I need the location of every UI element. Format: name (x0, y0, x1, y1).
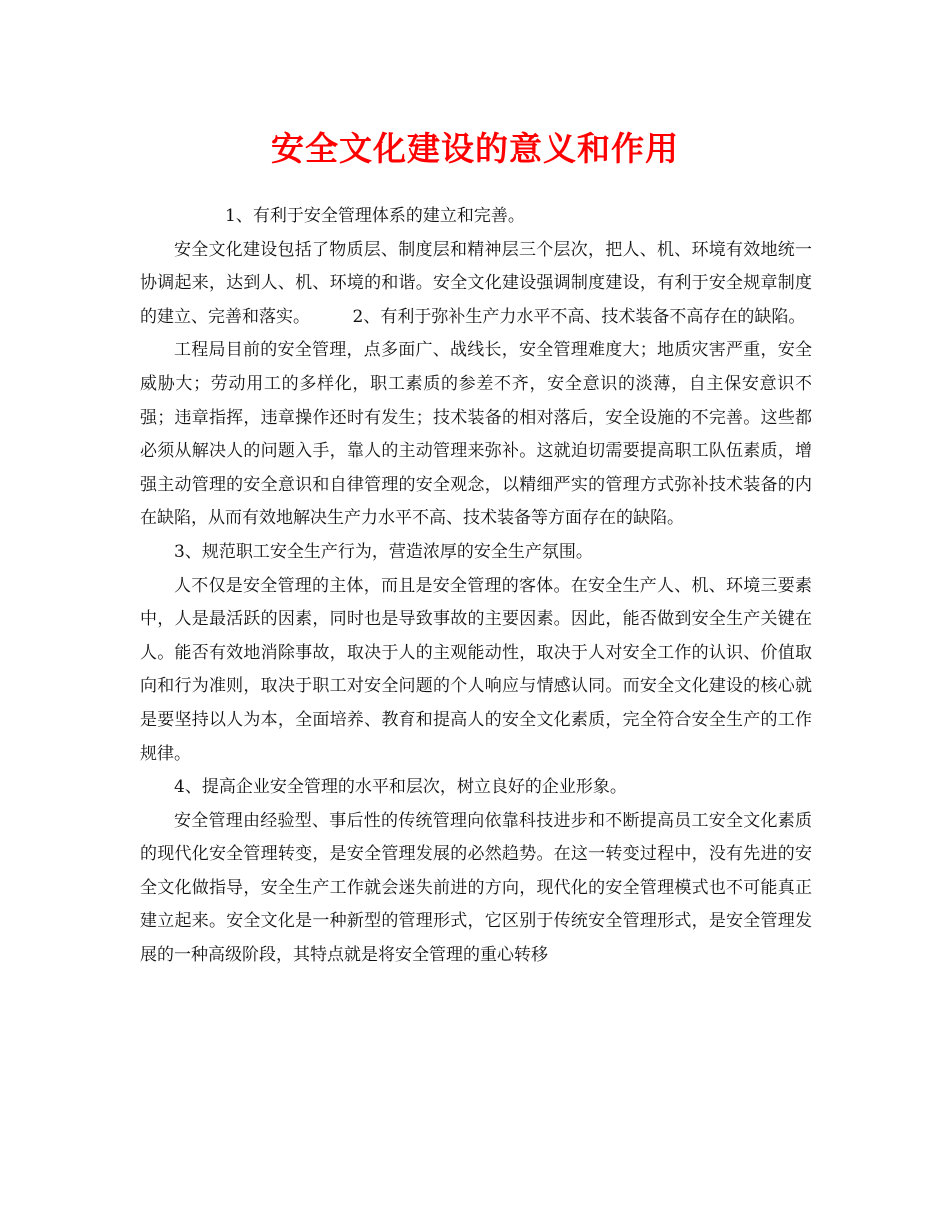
document-title: 安全文化建设的意义和作用 (271, 129, 679, 168)
paragraph: 工程局目前的安全管理，点多面广、战线长，安全管理难度大；地质灾害严重，安全威胁大；劳动用工的多样化，职工素质的参差不齐，安全意识的淡薄，自主保安意识不强；违章指挥，违章操作还时有发生；技术装备的相对落后，安全设施的不完善。这些都必须从解决人的问题入手，靠人的主动管理来弥补。这就迫切需要提高职工队伍素质，增强主动管理的安全意识和自律管理的安全观念，以精细严实的管理方式弥补技术装备的内在缺陷，从而有效地解决生产力水平不高、技术装备等方面存在的缺陷。 (140, 340, 812, 529)
paragraph-heading-4: 4、提高企业安全管理的水平和层次，树立良好的企业形象。 (174, 777, 627, 798)
paragraph: 人不仅是安全管理的主体，而且是安全管理的客体。在安全生产人、机、环境三要素中，人是最活跃的因素，同时也是导致事故的主要因素。因此，能否做到安全生产关键在人。能否有效地消除事故，取决于人的主观能动性，取决于人对安全工作的认识、价值取向和行为准则，取决于职工对安全问题的个人响应与情感认同。而安全文化建设的核心就是要坚持以人为本，全面培养、教育和提高人的安全文化素质，完全符合安全生产的工作规律。 (140, 575, 812, 764)
paragraph-heading-1: 1、有利于安全管理体系的建立和完善。 (225, 206, 525, 226)
document-body (140, 200, 812, 973)
paragraph: 安全文化建设包括了物质层、制度层和精神层三个层次，把人、机、环境有效地统一协调起来，达到人、机、环境的和谐。安全文化建设强调制度建设，有利于安全规章制度的建立、完善和落实。 2、有利于弥补生产力水平不高、技术装备不高存在的缺陷。 (140, 239, 812, 327)
paragraph: 安全管理由经验型、事后性的传统管理向依靠科技进步和不断提高员工安全文化素质的现代化安全管理转变，是安全管理发展的必然趋势。在这一转变过程中，没有先进的安全文化做指导，安全生产工作就会迷失前进的方向，现代化的安全管理模式也不可能真正建立起来。安全文化是一种新型的管理形式，它区别于传统安全管理形式，是安全管理发展的一种高级阶段，其特点就是将安全管理的重心转移 (140, 810, 812, 966)
paragraph-heading-3: 3、规范职工安全生产行为，营造浓厚的安全生产氛围。 (174, 541, 593, 562)
